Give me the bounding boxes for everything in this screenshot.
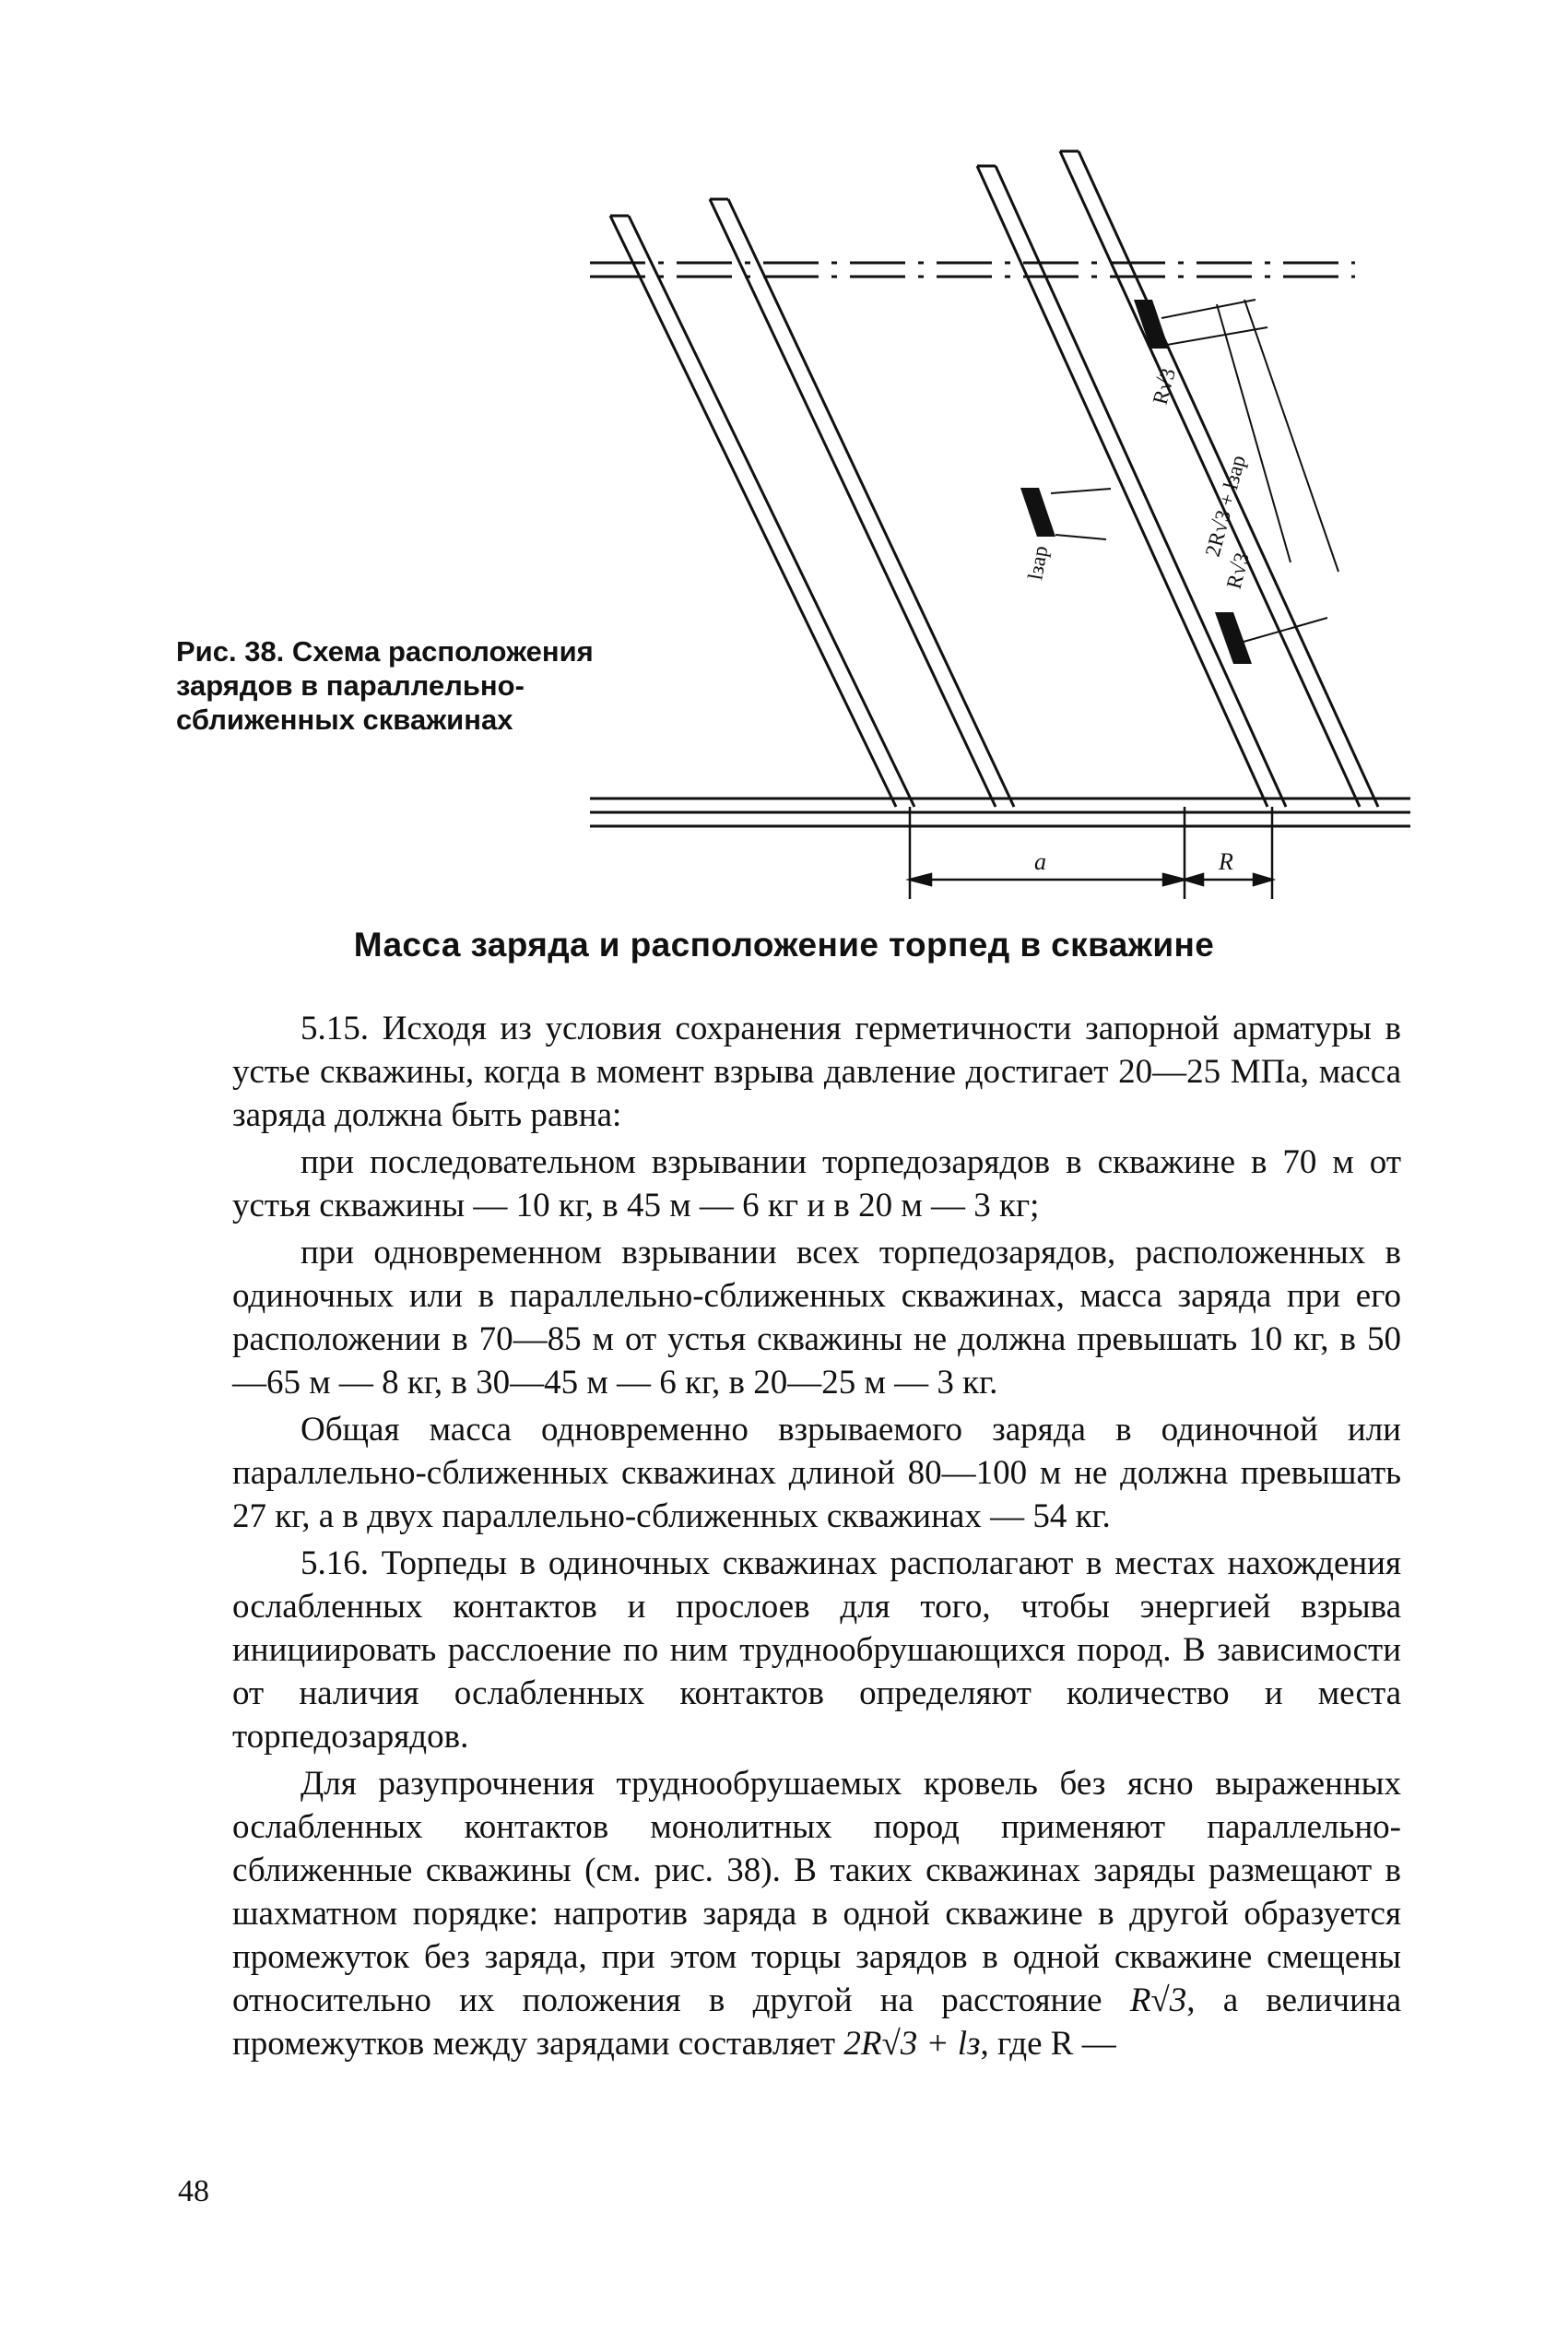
lower-boundary-lines <box>590 798 1410 826</box>
formula-gap: 2R√3 + lз <box>843 2025 981 2063</box>
page-number: 48 <box>178 2174 209 2208</box>
2r-sqrt3-lzar-label: 2R√3 + lзар <box>1200 453 1250 560</box>
paragraph-parallel-holes-text: Для разупрочнения труднообрушаемых кровель без ясно выраженных ослабленных контактов монолитных пород применяют параллельно-сближенные скважины (см. рис. 38). В таких скважинах заряды размещают в шахматном порядке: напротив заряда в одной скважине в другой образуется промежуток без заряда, при этом торцы зарядов в одной скважине смещены относительно их положения в другой на расстояние <box>232 1765 1401 2019</box>
lzar-label: lзар <box>1023 543 1053 582</box>
borehole-4 <box>1060 151 1378 807</box>
r-sqrt3-upper-label: R√3 <box>1148 365 1181 408</box>
paragraph-end-text: , где R — <box>980 2025 1116 2063</box>
charge-2 <box>1020 488 1055 537</box>
dimension-a-label: a <box>1034 848 1046 875</box>
paragraph-5-15: 5.15. Исходя из условия сохранения герметичности запорной арматуры в устье скважины, когда в момент взрыва давление достигает 20—25 МПа, масса заряда должна быть равна: <box>232 1010 1401 1134</box>
body-text <box>232 1007 1401 2069</box>
figure-caption: Рис. 38. Схема расположения зарядов в параллельно-сближенных скважинах <box>176 635 594 736</box>
dimension-R-label: R <box>1219 848 1233 875</box>
charge-3 <box>1215 612 1252 664</box>
r-sqrt3-lower-label: R√3 <box>1221 550 1255 592</box>
inclined-dimensions <box>1051 300 1338 645</box>
upper-boundary-lines <box>590 263 1355 277</box>
section-heading: Масса заряда и расположение торпед в скважине <box>353 926 1215 964</box>
borehole-diagram <box>590 138 1410 950</box>
paragraph-mid-text: , а величина промежутков между зарядами составляет <box>232 1981 1401 2063</box>
paragraph-total-mass: Общая масса одновременно взрываемого заряда в одиночной или параллельно-сближенных скважинах длиной 80—100 м не должна превышать 27 кг, а в двух параллельно-сближенных скважинах — 54 кг. <box>232 1411 1401 1535</box>
paragraph-sequential: при последовательном взрывании торпедозарядов в скважине в 70 м от устья скважины — 10 кг, в 45 м — 6 кг и в 20 м — 3 кг; <box>232 1143 1401 1224</box>
charges <box>1020 300 1255 664</box>
borehole-1 <box>610 216 914 807</box>
boreholes <box>610 151 1378 807</box>
formula-r-sqrt3: R√3 <box>1129 1981 1187 2019</box>
paragraph-5-16: 5.16. Торпеды в одиночных скважинах располагают в местах нахождения ослабленных контактов и прослоев для того, чтобы энергией взрыва инициировать расслоение по ним труднообрушающихся пород. В зависимости от наличия ослабленных контактов определяют количество и места торпедозарядов. <box>232 1544 1401 1756</box>
borehole-2 <box>710 199 1014 807</box>
paragraph-simultaneous: при одновременном взрывании всех торпедозарядов, расположенных в одиночных или в параллельно-сближенных скважинах, масса заряда при его расположении в 70—85 м от устья скважины не должна превышать 10 кг, в 50—65 м — 8 кг, в 30—45 м — 6 кг, в 20—25 м — 3 кг. <box>232 1234 1401 1402</box>
paragraph-parallel-holes <box>232 1762 1401 2065</box>
borehole-figure <box>590 138 1410 950</box>
